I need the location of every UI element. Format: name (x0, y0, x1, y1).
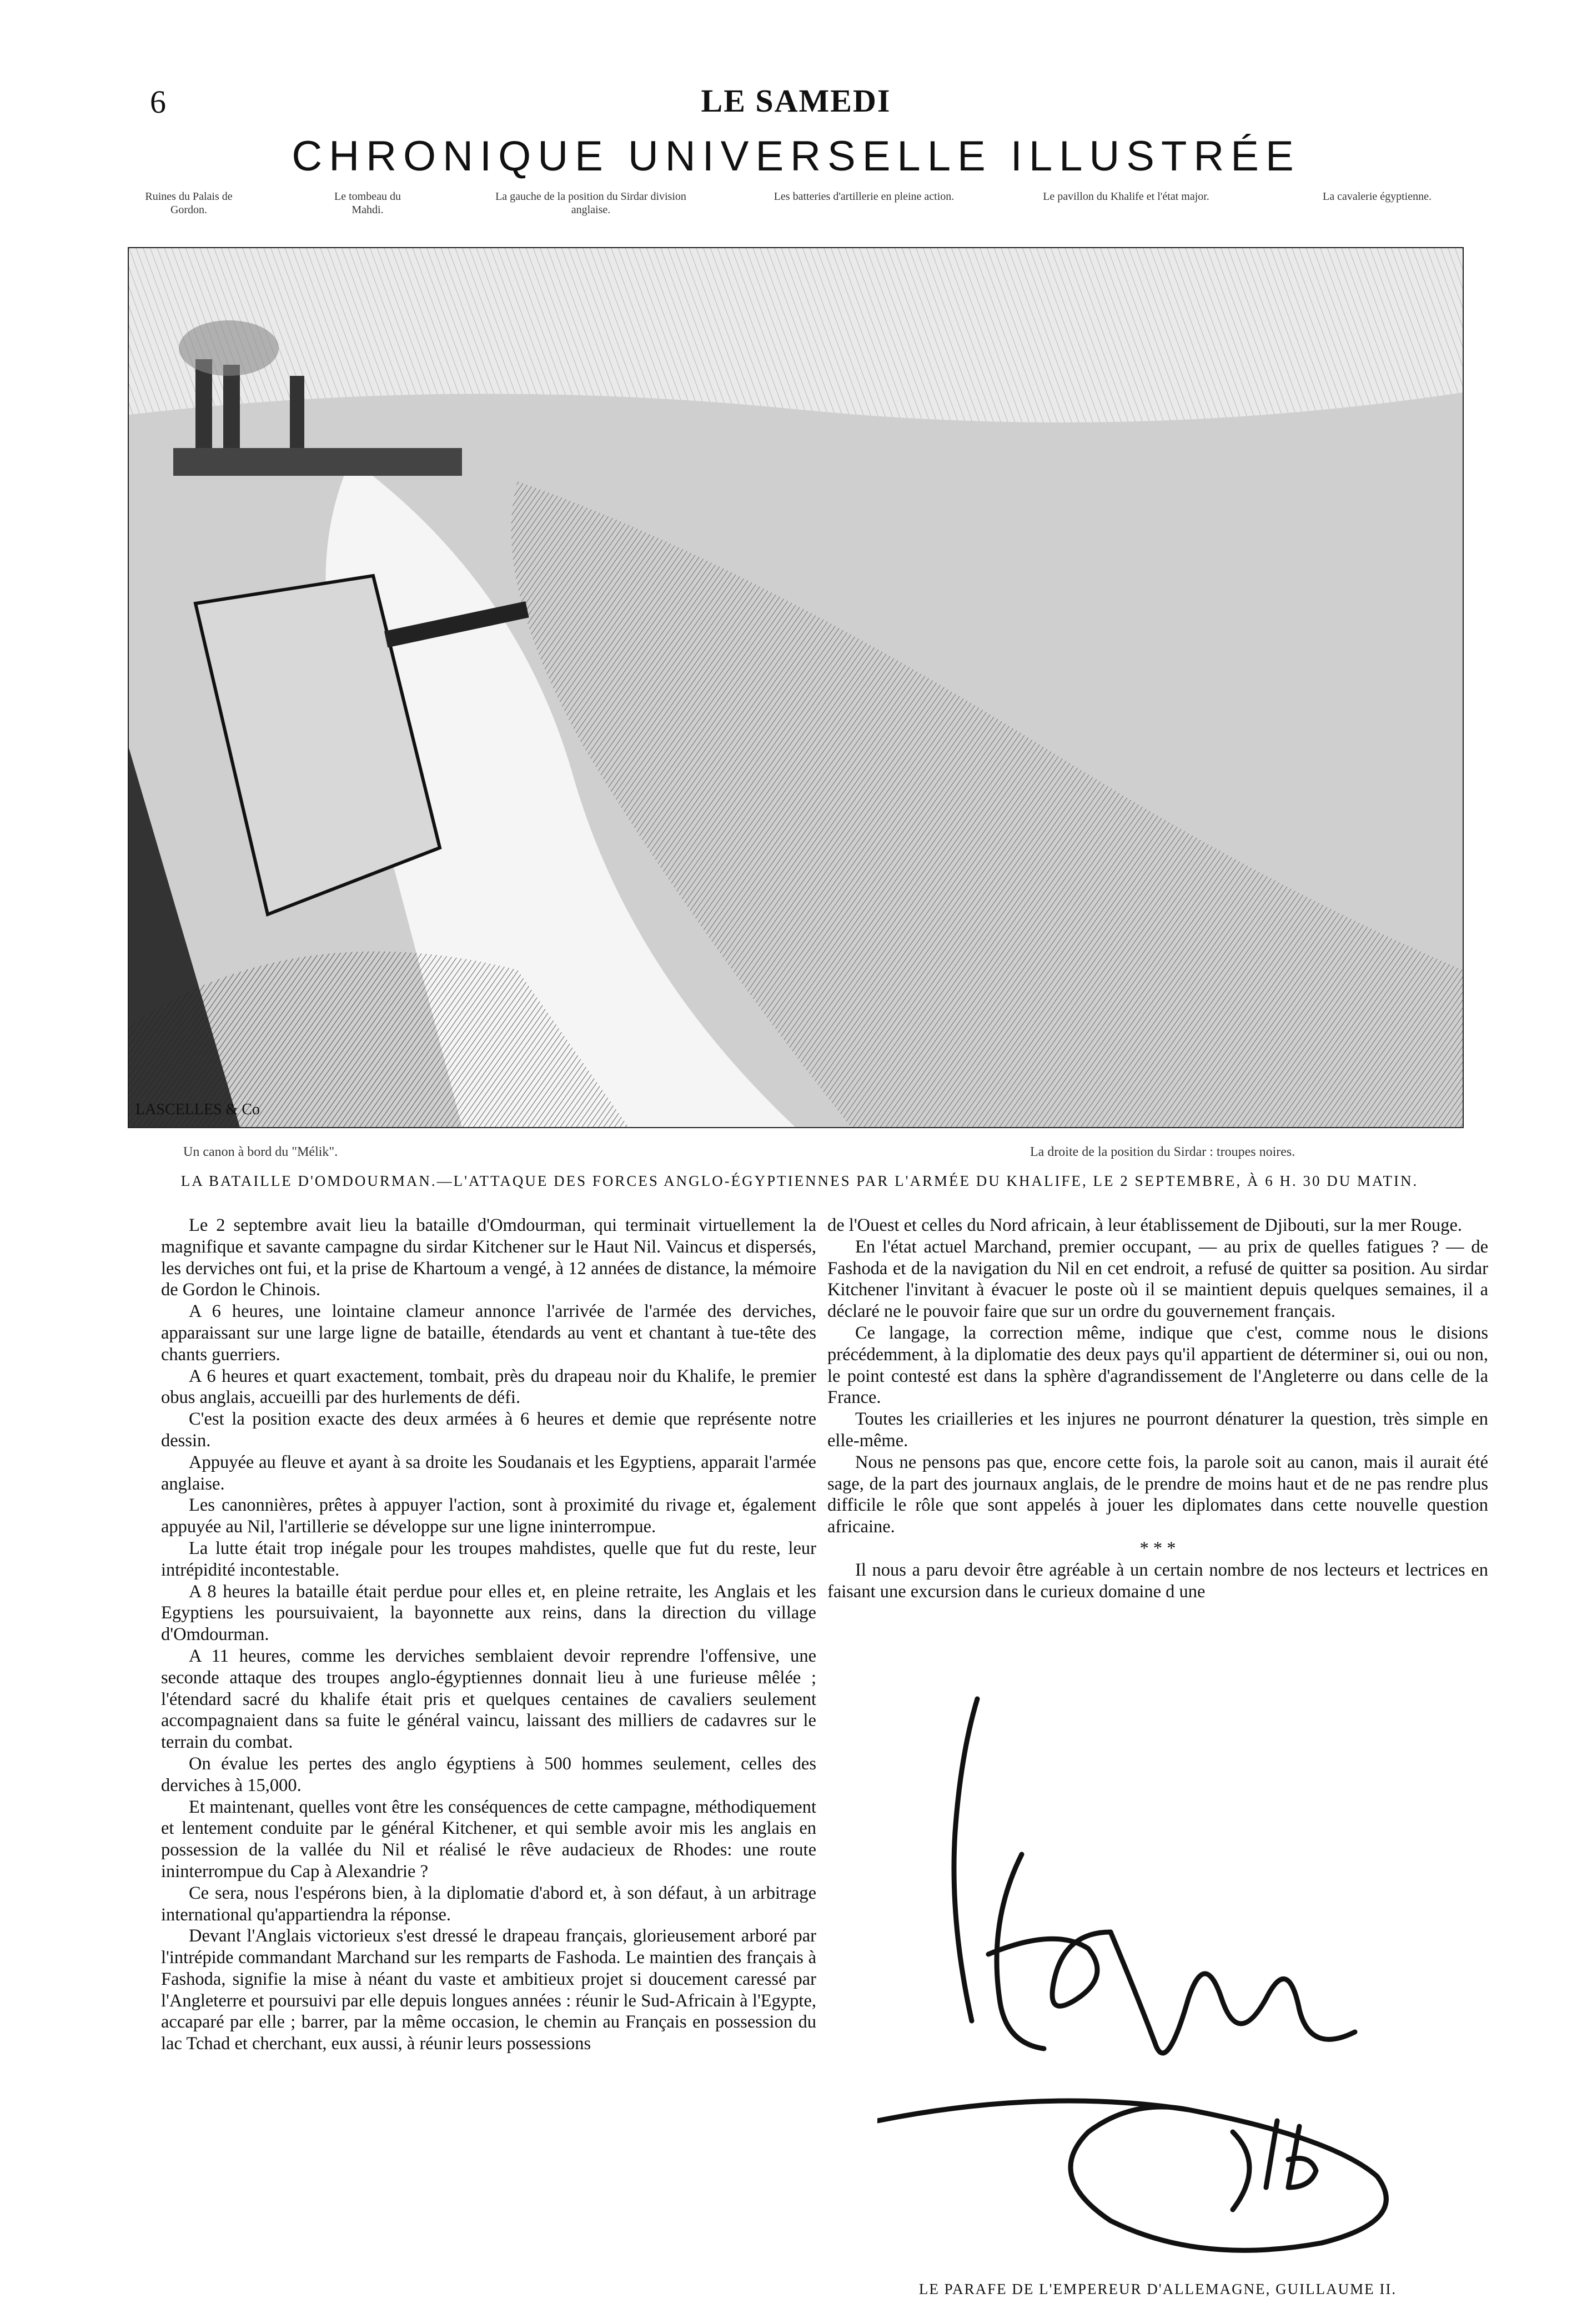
caption-cavalerie: La cavalerie égyptienne. (1323, 190, 1432, 203)
paragraph: On évalue les pertes des anglo égyptiens à 500 hommes seulement, celles des derviches à 15,000. (161, 1753, 816, 1795)
paragraph: de l'Ouest et celles du Nord africain, à leur établissement de Djibouti, sur la mer Rouge. (827, 1215, 1463, 1235)
page-number: 6 (150, 84, 166, 120)
section-separator: * * * (1139, 1538, 1176, 1558)
engraver-signature: LASCELLES & Co (135, 1101, 260, 1118)
plate-title: LA BATAILLE D'OMDOURMAN.—L'ATTAQUE DES FORCES ANGLO-ÉGYPTIENNES PAR L'ARMÉE DU KHALIFE, LE 2 SEPTEMBRE, À 6 H. 30 DU MATIN. (180, 1173, 1419, 1189)
signature-caption: LE PARAFE DE L'EMPEREUR D'ALLEMAGNE, GUILLAUME II. (918, 2281, 1397, 2297)
label-canon: Un canon à bord du "Mélik". (183, 1145, 338, 1159)
paragraph: Devant l'Anglais victorieux s'est dressé le drapeau français, glorieusement arboré par l'intrépide commandant Marchand sur les remparts de Fashoda. Le maintien des français à Fashoda, signifie la mise à néant du vaste et ambitieux projet si doucement caressé par l'Angleterre et poursuivi par elle depuis longues années : réunir le Sud-Africain à l'Egypte, accaparé par elle ; barrer, par la même occasion, le chemin au Français en possession du lac Tchad et cherchant, eux aussi, à réunir leurs possessions (161, 1926, 816, 2054)
paragraph: La lutte était trop inégale pour les troupes mahdistes, quelle que fut du reste, leur intrépidité incontestable. (161, 1538, 816, 1580)
label-droite: La droite de la position du Sirdar : troupes noires. (1030, 1145, 1295, 1159)
paragraph: En l'état actuel Marchand, premier occupant, — au prix de quelles fatigues ? — de Fashoda et de la navigation du Nil en cet endroit, a refusé de quitter sa position. Au sirdar Kitchener l'invitant à évacuer le poste où il se maintient depuis quelques semaines, il a déclaré ne le pouvoir faire que sur un ordre du gouvernement français. (827, 1236, 1488, 1322)
paragraph: Les canonnières, prêtes à appuyer l'action, sont à proximité du rivage et, également appuyée au Nil, l'artillerie se développe sur une ligne ininterrompue. (161, 1495, 816, 1537)
caption-tombeau: Le tombeau du Mahdi. (334, 190, 401, 216)
paragraph: Toutes les criailleries et les injures ne pourront dénaturer la question, très simple en elle-même. (827, 1409, 1488, 1451)
masthead-title: LE SAMEDI (701, 83, 891, 119)
paragraph: Ce langage, la correction même, indique que c'est, comme nous le disions précédemment, à la diplomatie des deux pays qu'il appartient de déterminer si, oui ou non, le point contesté est dans la sphère d'agrandissement de l'Angleterre ou dans celle de la France. (827, 1322, 1488, 1408)
paragraph: A 6 heures et quart exactement, tombait, près du drapeau noir du Khalife, le premier obus anglais, accueilli par des hurlements de défi. (161, 1366, 816, 1408)
kaiser-signature (877, 1688, 1444, 2271)
article-column-left (161, 1215, 816, 2055)
paragraph: Et maintenant, quelles vont être les conséquences de cette campagne, méthodiquement et lentement conduite par le général Kitchener, et qui semble avoir mis les anglais en possession de la vallée du Nil et réalisé le rêve audacieux de Rhodes: une route ininterrompue du Cap à Alexandrie ? (161, 1797, 816, 1882)
paragraph: A 11 heures, comme les derviches semblaient devoir reprendre l'offensive, une seconde attaque des troupes anglo-égyptiennes donnait lieu à une furieuse mêlée ; l'étendard sacré du khalife était pris et quelques centaines de cavaliers seulement accompagnaient dans sa fuite le général vaincu, laissant des milliers de cadavres sur le terrain du combat. (161, 1646, 816, 1753)
article-column-right (827, 1215, 1488, 1602)
signature-flourish-icon (877, 1688, 1444, 2271)
illustration-captions (133, 190, 1466, 217)
battle-illustration (128, 247, 1464, 1128)
paragraph: Nous ne pensons pas que, encore cette fois, la parole soit au canon, mais il aurait été sage, de la part des journaux anglais, de le prendre de moins haut et de ne pas rendre plus difficile le rôle que sont appelés à jouer les diplomates dans cette nouvelle question africaine. (827, 1452, 1488, 1537)
caption-gauche: La gauche de la position du Sirdar division anglaise. (495, 190, 686, 216)
paragraph: Appuyée au fleuve et ayant à sa droite les Soudanais et les Egyptiens, apparait l'armée anglaise. (161, 1452, 816, 1494)
battle-engraving (129, 248, 1463, 1127)
paragraph: Il nous a paru devoir être agréable à un certain nombre de nos lecteurs et lectrices en faisant une excursion dans le curieux domaine d une (827, 1560, 1488, 1602)
masthead-subtitle: CHRONIQUE UNIVERSELLE ILLUSTRÉE (292, 133, 1300, 180)
paragraph: A 6 heures, une lointaine clameur annonce l'arrivée de l'armée des derviches, apparaissant sur une large ligne de bataille, étendards au vent et chantant à tue-tête des chants guerriers. (161, 1301, 816, 1365)
paragraph: Le 2 septembre avait lieu la bataille d'Omdourman, qui terminait virtuellement la magnifique et savante campagne du sirdar Kitchener sur le Haut Nil. Vaincus et dispersés, les derviches ont fui, et la prise de Khartoum a vengé, à 12 années de distance, la mémoire de Gordon le Chinois. (161, 1215, 816, 1300)
caption-pavillon: Le pavillon du Khalife et l'état major. (1043, 190, 1209, 203)
paragraph: C'est la position exacte des deux armées à 6 heures et demie que représente notre dessin. (161, 1409, 816, 1451)
paragraph: Ce sera, nous l'espérons bien, à la diplomatie d'abord et, à son défaut, à un arbitrage international qu'appartiendra la réponse. (161, 1883, 816, 1925)
caption-ruines: Ruines du Palais de Gordon. (145, 190, 233, 216)
paragraph: A 8 heures la bataille était perdue pour elles et, en pleine retraite, les Anglais et les Egyptiens les poursuivaient, la bayonnette aux reins, dans la direction du village d'Omdourman. (161, 1581, 816, 1645)
caption-batteries: Les batteries d'artillerie en pleine action. (774, 190, 955, 203)
